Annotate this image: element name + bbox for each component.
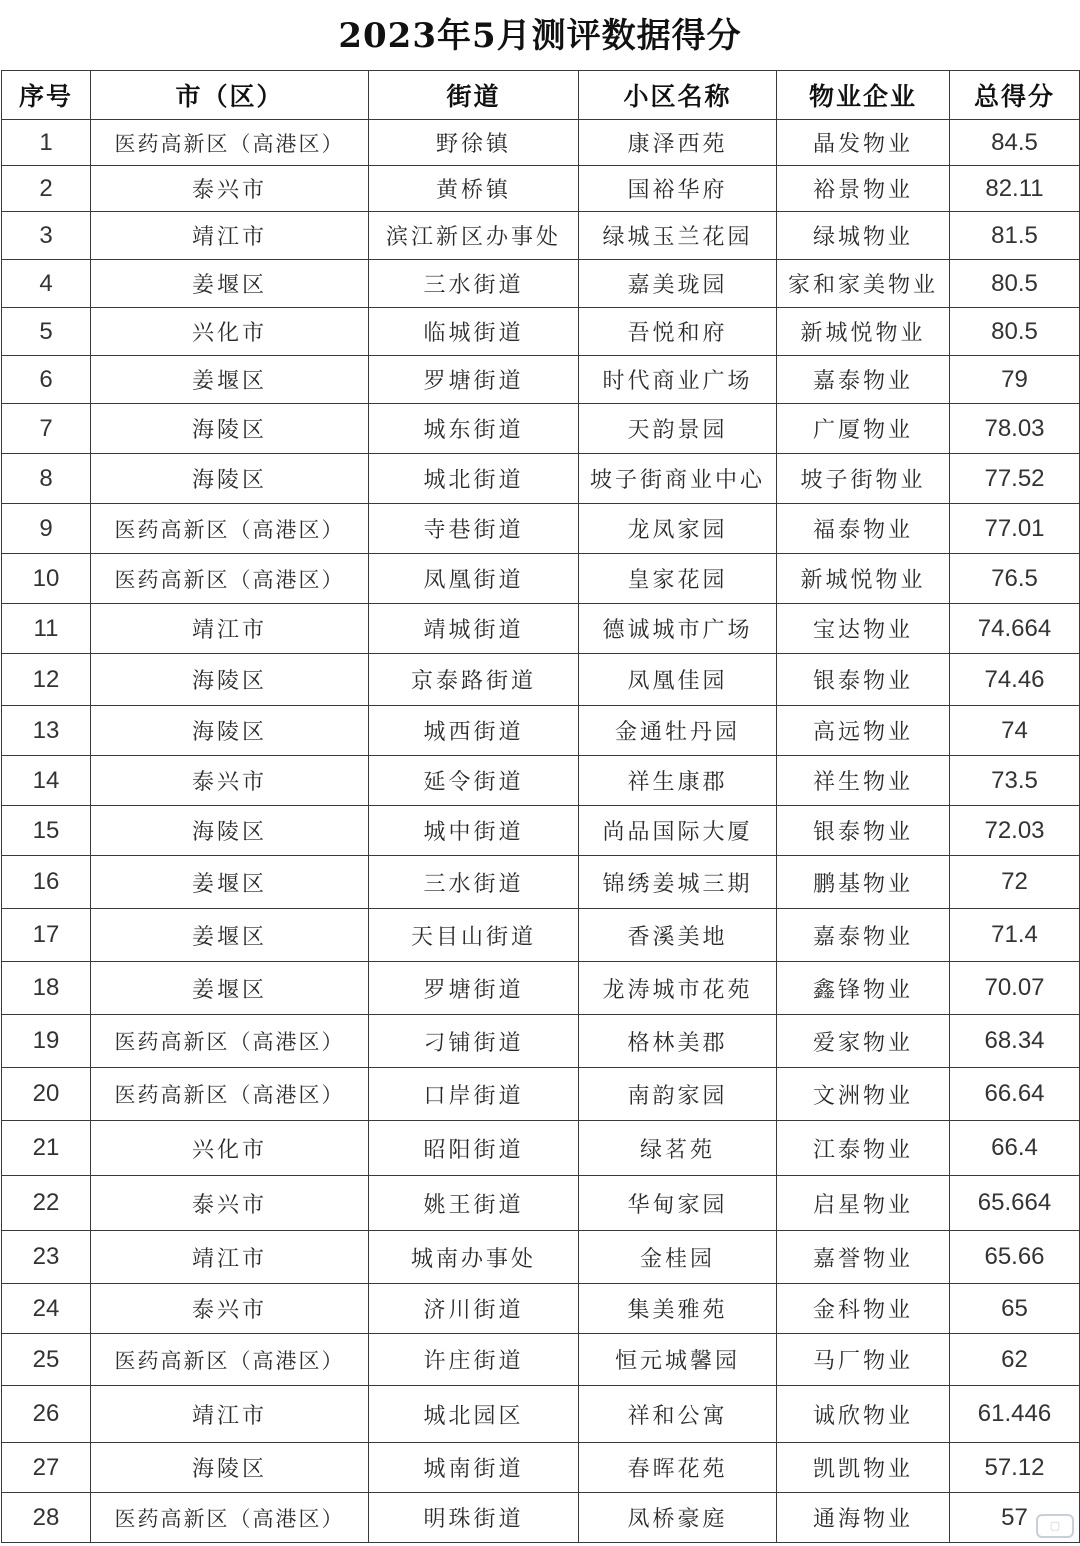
cell-street: 济川街道 (369, 1284, 579, 1334)
cell-company: 通海物业 (777, 1493, 950, 1543)
cell-no: 1 (2, 120, 91, 166)
watermark-logo-icon: ▢ (1036, 1514, 1074, 1538)
table-row (2, 554, 1080, 604)
cell-street: 罗塘街道 (369, 356, 579, 404)
table-row (2, 504, 1080, 554)
cell-score: 72.03 (950, 806, 1080, 856)
cell-city: 海陵区 (91, 654, 369, 706)
cell-score: 77.01 (950, 504, 1080, 554)
cell-city: 靖江市 (91, 212, 369, 260)
cell-score: 82.11 (950, 166, 1080, 212)
cell-community: 坡子街商业中心 (579, 454, 777, 504)
cell-no: 16 (2, 856, 91, 909)
cell-street: 姚王街道 (369, 1176, 579, 1231)
cell-company: 福泰物业 (777, 504, 950, 554)
cell-street: 城东街道 (369, 404, 579, 454)
cell-score: 65.66 (950, 1231, 1080, 1284)
cell-street: 野徐镇 (369, 120, 579, 166)
cell-no: 2 (2, 166, 91, 212)
cell-community: 绿城玉兰花园 (579, 212, 777, 260)
cell-street: 刁铺街道 (369, 1015, 579, 1068)
table-row (2, 212, 1080, 260)
cell-street: 三水街道 (369, 260, 579, 308)
cell-no: 13 (2, 706, 91, 756)
cell-city: 医药高新区（高港区） (91, 1493, 369, 1543)
table-row (2, 856, 1080, 909)
cell-no: 23 (2, 1231, 91, 1284)
table-row (2, 806, 1080, 856)
cell-street: 昭阳街道 (369, 1121, 579, 1176)
table-row (2, 909, 1080, 962)
cell-city: 姜堰区 (91, 909, 369, 962)
cell-community: 皇家花园 (579, 554, 777, 604)
header-street: 街道 (369, 71, 579, 120)
table-row (2, 1121, 1080, 1176)
cell-company: 凯凯物业 (777, 1443, 950, 1493)
cell-street: 临城街道 (369, 308, 579, 356)
cell-no: 6 (2, 356, 91, 404)
cell-score: 80.5 (950, 260, 1080, 308)
cell-score: 74.46 (950, 654, 1080, 706)
cell-community: 尚品国际大厦 (579, 806, 777, 856)
header-no: 序号 (2, 71, 91, 120)
cell-company: 嘉泰物业 (777, 909, 950, 962)
table-row (2, 454, 1080, 504)
cell-no: 17 (2, 909, 91, 962)
cell-no: 11 (2, 604, 91, 654)
cell-company: 嘉誉物业 (777, 1231, 950, 1284)
cell-city: 医药高新区（高港区） (91, 1015, 369, 1068)
cell-score: 71.4 (950, 909, 1080, 962)
cell-company: 诚欣物业 (777, 1386, 950, 1443)
cell-street: 城北街道 (369, 454, 579, 504)
cell-score: 70.07 (950, 962, 1080, 1015)
cell-community: 恒元城馨园 (579, 1334, 777, 1386)
cell-street: 城西街道 (369, 706, 579, 756)
cell-street: 黄桥镇 (369, 166, 579, 212)
cell-no: 24 (2, 1284, 91, 1334)
table-row (2, 260, 1080, 308)
header-city: 市（区） (91, 71, 369, 120)
cell-company: 爱家物业 (777, 1015, 950, 1068)
cell-score: 65 (950, 1284, 1080, 1334)
cell-no: 3 (2, 212, 91, 260)
table-row (2, 166, 1080, 212)
cell-community: 国裕华府 (579, 166, 777, 212)
cell-no: 21 (2, 1121, 91, 1176)
cell-community: 龙涛城市花苑 (579, 962, 777, 1015)
table-row (2, 604, 1080, 654)
cell-no: 15 (2, 806, 91, 856)
table-row (2, 1386, 1080, 1443)
cell-no: 10 (2, 554, 91, 604)
cell-street: 城南办事处 (369, 1231, 579, 1284)
cell-community: 绿茗苑 (579, 1121, 777, 1176)
cell-company: 广厦物业 (777, 404, 950, 454)
cell-city: 海陵区 (91, 404, 369, 454)
cell-no: 28 (2, 1493, 91, 1543)
table-body (2, 120, 1080, 1543)
cell-city: 医药高新区（高港区） (91, 1334, 369, 1386)
cell-city: 医药高新区（高港区） (91, 554, 369, 604)
cell-company: 鑫锋物业 (777, 962, 950, 1015)
table-row (2, 1068, 1080, 1121)
cell-score: 61.446 (950, 1386, 1080, 1443)
cell-community: 凤凰佳园 (579, 654, 777, 706)
cell-score: 65.664 (950, 1176, 1080, 1231)
cell-street: 寺巷街道 (369, 504, 579, 554)
cell-city: 姜堰区 (91, 962, 369, 1015)
cell-street: 明珠街道 (369, 1493, 579, 1543)
cell-city: 医药高新区（高港区） (91, 1068, 369, 1121)
cell-community: 春晖花苑 (579, 1443, 777, 1493)
cell-community: 嘉美珑园 (579, 260, 777, 308)
cell-city: 海陵区 (91, 454, 369, 504)
cell-street: 滨江新区办事处 (369, 212, 579, 260)
cell-no: 26 (2, 1386, 91, 1443)
cell-community: 集美雅苑 (579, 1284, 777, 1334)
cell-community: 金桂园 (579, 1231, 777, 1284)
cell-street: 天目山街道 (369, 909, 579, 962)
cell-street: 罗塘街道 (369, 962, 579, 1015)
cell-community: 华甸家园 (579, 1176, 777, 1231)
cell-score: 77.52 (950, 454, 1080, 504)
cell-community: 金通牡丹园 (579, 706, 777, 756)
cell-community: 南韵家园 (579, 1068, 777, 1121)
cell-street: 凤凰街道 (369, 554, 579, 604)
table-row (2, 120, 1080, 166)
cell-no: 14 (2, 756, 91, 806)
cell-no: 19 (2, 1015, 91, 1068)
cell-company: 绿城物业 (777, 212, 950, 260)
cell-community: 祥和公寓 (579, 1386, 777, 1443)
cell-score: 57 (950, 1493, 1080, 1543)
cell-city: 靖江市 (91, 1231, 369, 1284)
table-row (2, 1176, 1080, 1231)
cell-score: 68.34 (950, 1015, 1080, 1068)
watermark (1036, 1514, 1074, 1538)
header-score: 总得分 (950, 71, 1080, 120)
cell-street: 三水街道 (369, 856, 579, 909)
table-row (2, 308, 1080, 356)
table-row (2, 756, 1080, 806)
cell-community: 时代商业广场 (579, 356, 777, 404)
table-row (2, 962, 1080, 1015)
table-row (2, 706, 1080, 756)
header-community: 小区名称 (579, 71, 777, 120)
cell-street: 城南街道 (369, 1443, 579, 1493)
cell-score: 74.664 (950, 604, 1080, 654)
table-row (2, 1443, 1080, 1493)
cell-city: 海陵区 (91, 806, 369, 856)
cell-company: 家和家美物业 (777, 260, 950, 308)
cell-community: 天韵景园 (579, 404, 777, 454)
cell-community: 吾悦和府 (579, 308, 777, 356)
cell-city: 姜堰区 (91, 260, 369, 308)
cell-no: 18 (2, 962, 91, 1015)
cell-community: 祥生康郡 (579, 756, 777, 806)
cell-city: 医药高新区（高港区） (91, 120, 369, 166)
cell-company: 嘉泰物业 (777, 356, 950, 404)
cell-score: 81.5 (950, 212, 1080, 260)
table-row (2, 1231, 1080, 1284)
cell-company: 银泰物业 (777, 654, 950, 706)
cell-company: 启星物业 (777, 1176, 950, 1231)
header-row (2, 71, 1080, 120)
cell-no: 4 (2, 260, 91, 308)
cell-company: 金科物业 (777, 1284, 950, 1334)
cell-community: 香溪美地 (579, 909, 777, 962)
table-row (2, 1284, 1080, 1334)
cell-no: 12 (2, 654, 91, 706)
cell-community: 德诚城市广场 (579, 604, 777, 654)
cell-street: 口岸街道 (369, 1068, 579, 1121)
cell-no: 8 (2, 454, 91, 504)
cell-company: 新城悦物业 (777, 308, 950, 356)
cell-score: 72 (950, 856, 1080, 909)
cell-city: 靖江市 (91, 604, 369, 654)
cell-community: 龙凤家园 (579, 504, 777, 554)
cell-city: 兴化市 (91, 1121, 369, 1176)
cell-city: 泰兴市 (91, 1176, 369, 1231)
table-row (2, 356, 1080, 404)
cell-company: 江泰物业 (777, 1121, 950, 1176)
cell-street: 城北园区 (369, 1386, 579, 1443)
cell-city: 泰兴市 (91, 1284, 369, 1334)
table-row (2, 1493, 1080, 1543)
cell-city: 兴化市 (91, 308, 369, 356)
cell-company: 新城悦物业 (777, 554, 950, 604)
cell-street: 京泰路街道 (369, 654, 579, 706)
cell-score: 66.4 (950, 1121, 1080, 1176)
cell-company: 高远物业 (777, 706, 950, 756)
cell-company: 宝达物业 (777, 604, 950, 654)
table-row (2, 1334, 1080, 1386)
cell-city: 海陵区 (91, 706, 369, 756)
cell-community: 格林美郡 (579, 1015, 777, 1068)
cell-community: 凤桥豪庭 (579, 1493, 777, 1543)
cell-no: 9 (2, 504, 91, 554)
cell-score: 84.5 (950, 120, 1080, 166)
score-table (1, 70, 1080, 1543)
cell-city: 海陵区 (91, 1443, 369, 1493)
cell-score: 74 (950, 706, 1080, 756)
cell-company: 文洲物业 (777, 1068, 950, 1121)
cell-score: 66.64 (950, 1068, 1080, 1121)
page-title: 2023年5月测评数据得分 (338, 16, 742, 56)
cell-company: 银泰物业 (777, 806, 950, 856)
cell-street: 许庄街道 (369, 1334, 579, 1386)
cell-company: 坡子街物业 (777, 454, 950, 504)
cell-score: 57.12 (950, 1443, 1080, 1493)
cell-community: 康泽西苑 (579, 120, 777, 166)
table-row (2, 404, 1080, 454)
cell-city: 靖江市 (91, 1386, 369, 1443)
cell-no: 27 (2, 1443, 91, 1493)
cell-company: 鹏基物业 (777, 856, 950, 909)
cell-company: 裕景物业 (777, 166, 950, 212)
header-company: 物业企业 (777, 71, 950, 120)
cell-community: 锦绣姜城三期 (579, 856, 777, 909)
cell-score: 76.5 (950, 554, 1080, 604)
cell-company: 祥生物业 (777, 756, 950, 806)
cell-no: 5 (2, 308, 91, 356)
cell-city: 医药高新区（高港区） (91, 504, 369, 554)
cell-no: 7 (2, 404, 91, 454)
cell-street: 延令街道 (369, 756, 579, 806)
cell-score: 79 (950, 356, 1080, 404)
cell-score: 73.5 (950, 756, 1080, 806)
cell-no: 22 (2, 1176, 91, 1231)
cell-city: 姜堰区 (91, 856, 369, 909)
cell-no: 25 (2, 1334, 91, 1386)
cell-city: 姜堰区 (91, 356, 369, 404)
cell-city: 泰兴市 (91, 166, 369, 212)
cell-score: 78.03 (950, 404, 1080, 454)
cell-score: 80.5 (950, 308, 1080, 356)
cell-company: 晶发物业 (777, 120, 950, 166)
cell-score: 62 (950, 1334, 1080, 1386)
cell-company: 马厂物业 (777, 1334, 950, 1386)
table-row (2, 654, 1080, 706)
cell-city: 泰兴市 (91, 756, 369, 806)
table-row (2, 1015, 1080, 1068)
cell-street: 靖城街道 (369, 604, 579, 654)
cell-street: 城中街道 (369, 806, 579, 856)
cell-no: 20 (2, 1068, 91, 1121)
